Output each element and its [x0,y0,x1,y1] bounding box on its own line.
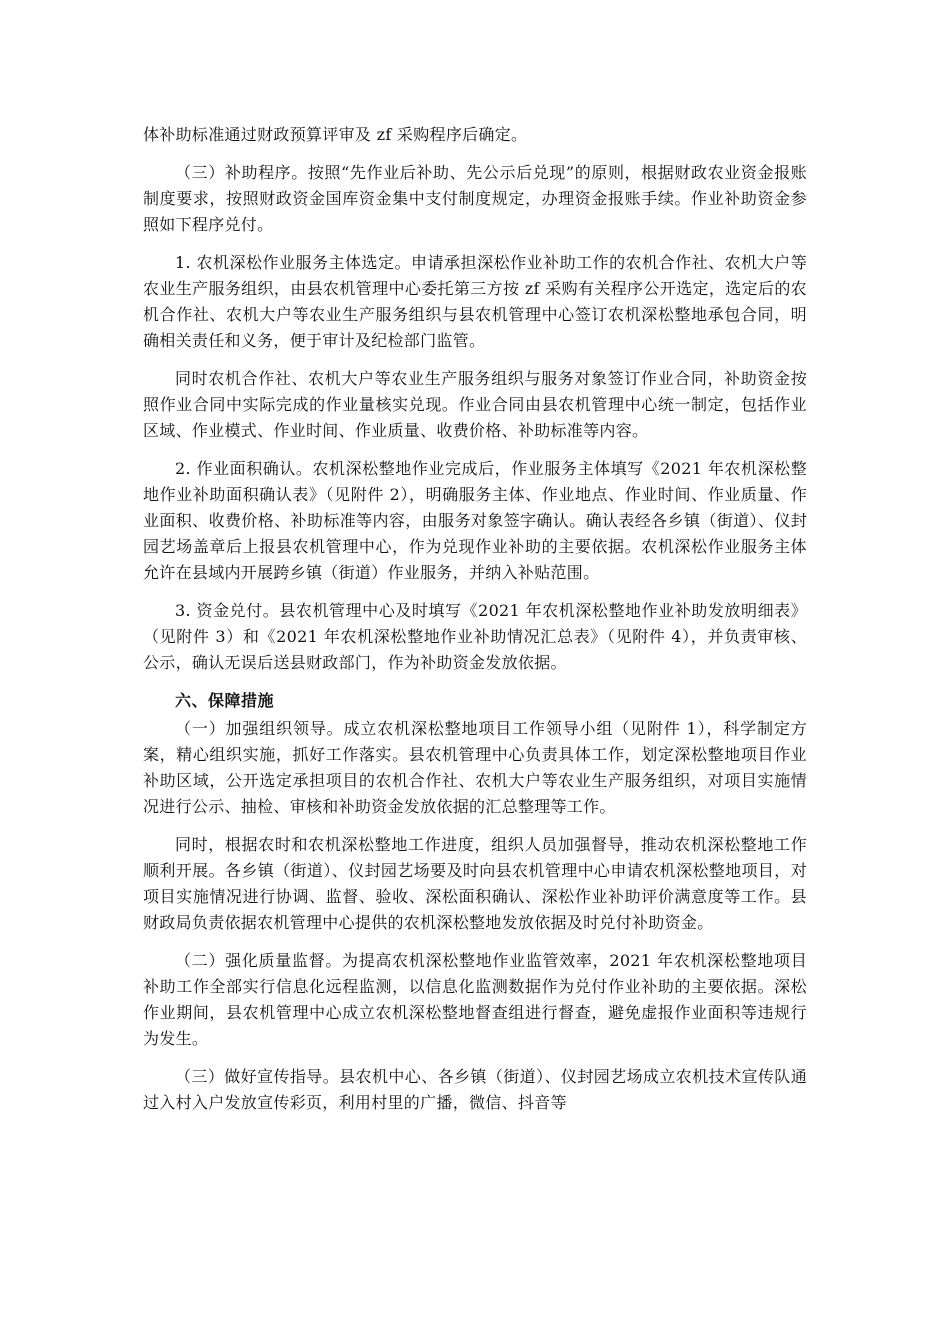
paragraph-area-confirmation: 2. 作业面积确认。农机深松整地作业完成后，作业服务主体填写《2021 年农机深松整地作业补助面积确认表》（见附件 2），明确服务主体、作业地点、作业时间、作业质量、作业面积、收费价格、补助标准等内容，由服务对象签字确认。确认表经各乡镇（街道）、仪封园艺场盖章后上报县农机管理中心，作为兑现作业补助的主要依据。农机深松作业服务主体允许在县域内开展跨乡镇（街道）作业服务，并纳入补贴范围。 [143,459,807,582]
paragraph-publicity: （三）做好宣传指导。县农机中心、各乡镇（街道）、仪封园艺场成立农机技术宣传队通过入村入户发放宣传彩页，利用村里的广播，微信、抖音等 [143,1067,807,1112]
paragraph-fund-payment: 3. 资金兑付。县农机管理中心及时填写《2021 年农机深松整地作业补助发放明细表》（见附件 3）和《2021 年农机深松整地作业补助情况汇总表》（见附件 4），并负责审核、公示，确认无误后送县财政部门，作为补助资金发放依据。 [143,601,807,672]
paragraph-operation-contract: 同时农机合作社、农机大户等农业生产服务组织与服务对象签订作业合同，补助资金按照作业合同中实际完成的作业量核实兑现。作业合同由县农机管理中心统一制定，包括作业区域、作业模式、作业时间、作业质量、收费价格、补助标准等内容。 [143,369,807,440]
section-heading: 六、保障措施 [175,691,275,710]
paragraph-quality-monitoring: （二）强化质量监督。为提高农机深松整地作业监管效率，2021 年农机深松整地项目补助工作全部实行信息化远程监测，以信息化监测数据作为兑付作业补助的主要依据。深松作业期间，县农机管理中心成立农机深松整地督查组进行督查，避免虚报作业面积等违规行为发生。 [143,951,807,1048]
paragraph-service-provider-selection: 1. 农机深松作业服务主体选定。申请承担深松作业补助工作的农机合作社、农机大户等农业生产服务组织，由县农机管理中心委托第三方按 zf 采购有关程序公开选定，选定后的农机合作社、农机大户等农业生产服务组织与县农机管理中心签订农机深松整地承包合同，明确相关责任和义务，便于审计及纪检部门监管。 [143,253,807,350]
paragraph-subsidy-procedure: （三）补助程序。按照“先作业后补助、先公示后兑现”的原则，根据财政农业资金报账制度要求，按照财政资金国库资金集中支付制度规定，办理资金报账手续。作业补助资金参照如下程序兑付。 [143,163,807,234]
paragraph-organization-leadership: （一）加强组织领导。成立农机深松整地项目工作领导小组（见附件 1），科学制定方案，精心组织实施，抓好工作落实。县农机管理中心负责具体工作，划定深松整地项目作业补助区域，公开选定承担项目的农机合作社、农机大户等农业生产服务组织，对项目实施情况进行公示、抽检、审核和补助资金发放依据的汇总整理等工作。 [143,719,807,816]
document-page [143,122,807,1128]
paragraph-continuation: 体补助标准通过财政预算评审及 zf 采购程序后确定。 [143,125,528,144]
paragraph-supervision: 同时，根据农时和农机深松整地工作进度，组织人员加强督导，推动农机深松整地工作顺利开展。各乡镇（街道）、仪封园艺场要及时向县农机管理中心申请农机深松整地项目，对项目实施情况进行协调、监督、验收、深松面积确认、深松作业补助评价满意度等工作。县财政局负责依据农机管理中心提供的农机深松整地发放依据及时兑付补助资金。 [143,835,807,932]
